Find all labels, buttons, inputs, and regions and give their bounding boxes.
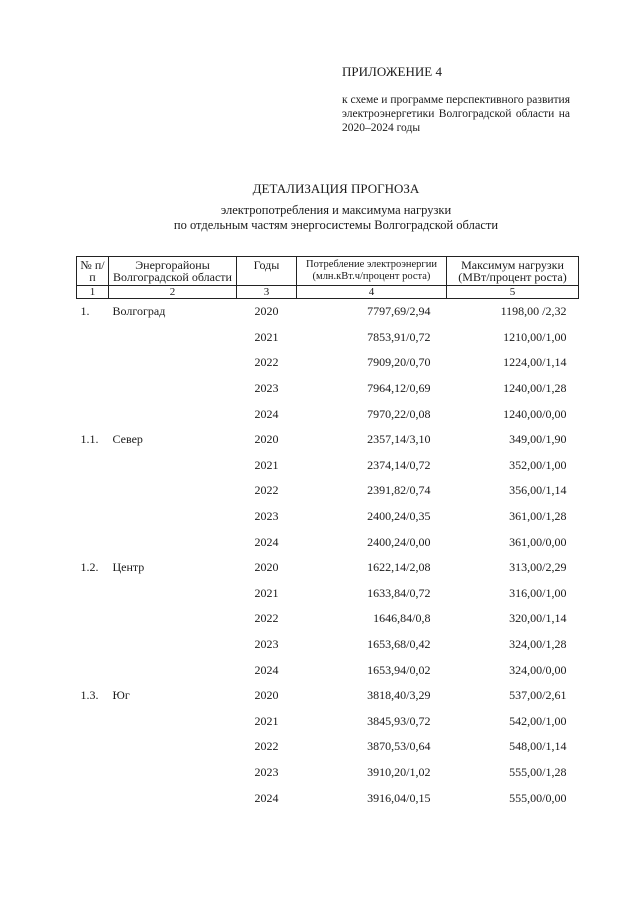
- consumption-cell: 2400,24/0,00: [367, 534, 431, 549]
- table-row: [77, 504, 579, 530]
- consumption-cell: 1646,84/0,8: [373, 611, 431, 626]
- max-load-cell: 1210,00/1,00: [503, 329, 567, 344]
- region-name: [109, 785, 237, 811]
- row-number: [77, 350, 109, 376]
- forecast-table: [76, 256, 579, 811]
- row-number: [77, 325, 109, 351]
- row-number: [77, 734, 109, 760]
- max-load-cell: 352,00/1,00: [509, 457, 567, 472]
- max-load-cell: 324,00/0,00: [509, 662, 567, 677]
- year-cell: 2021: [254, 713, 279, 728]
- max-load-cell: 555,00/0,00: [509, 790, 567, 805]
- row-number: [77, 709, 109, 735]
- table-row: [77, 555, 579, 581]
- region-name: [109, 478, 237, 504]
- consumption-cell: 3845,93/0,72: [367, 713, 431, 728]
- year-cell: 2023: [254, 509, 279, 524]
- appendix-note: к схеме и программе перспективного развития электроэнергетики Волгоградской области на 2020–2024 годы: [342, 94, 570, 134]
- header-max-load: Максимум нагрузки (МВт/процент роста): [447, 257, 579, 286]
- region-name: [109, 504, 237, 530]
- year-cell: 2020: [254, 304, 279, 319]
- table-row: [77, 632, 579, 658]
- table-body: [77, 299, 579, 811]
- year-cell: 2022: [254, 355, 279, 370]
- max-load-cell: 1240,00/1,28: [503, 381, 567, 396]
- row-number: [77, 632, 109, 658]
- row-number: [77, 504, 109, 530]
- row-number: [77, 529, 109, 555]
- table-row: [77, 683, 579, 709]
- region-name: [109, 734, 237, 760]
- region-name: [109, 581, 237, 607]
- year-cell: 2020: [254, 688, 279, 703]
- table-row: [77, 453, 579, 479]
- table-row: [77, 401, 579, 427]
- consumption-cell: 7970,22/0,08: [367, 406, 431, 421]
- row-number: [77, 581, 109, 607]
- year-cell: 2022: [254, 739, 279, 754]
- max-load-cell: 542,00/1,00: [509, 713, 567, 728]
- document-title: ДЕТАЛИЗАЦИЯ ПРОГНОЗА: [252, 181, 420, 196]
- column-number: 4: [297, 286, 447, 299]
- column-number: 3: [237, 286, 297, 299]
- document-subtitle: [0, 203, 640, 233]
- year-cell: 2024: [254, 406, 279, 421]
- row-number: [77, 453, 109, 479]
- column-number: 2: [109, 286, 237, 299]
- column-number: 5: [447, 286, 579, 299]
- row-number: [77, 657, 109, 683]
- table-row: [77, 760, 579, 786]
- region-name: [109, 453, 237, 479]
- year-cell: 2021: [254, 457, 279, 472]
- region-name: [109, 760, 237, 786]
- year-cell: 2023: [254, 381, 279, 396]
- appendix-title: ПРИЛОЖЕНИЕ 4: [342, 64, 442, 79]
- max-load-cell: 1224,00/1,14: [503, 355, 567, 370]
- max-load-cell: 548,00/1,14: [509, 739, 567, 754]
- table-row: [77, 606, 579, 632]
- row-number: [77, 785, 109, 811]
- region-name: [109, 350, 237, 376]
- row-number: [77, 376, 109, 402]
- region-name: [109, 376, 237, 402]
- max-load-cell: 324,00/1,28: [509, 637, 567, 652]
- consumption-cell: 2374,14/0,72: [367, 457, 431, 472]
- row-number: [77, 401, 109, 427]
- year-cell: 2024: [254, 790, 279, 805]
- consumption-cell: 7853,91/0,72: [367, 329, 431, 344]
- table-row: [77, 427, 579, 453]
- max-load-cell: 361,00/1,28: [509, 509, 567, 524]
- consumption-cell: 3818,40/3,29: [367, 688, 431, 703]
- year-cell: 2021: [254, 585, 279, 600]
- header-no: № п/п: [77, 257, 109, 286]
- consumption-cell: 2357,14/3,10: [367, 432, 431, 447]
- year-cell: 2020: [254, 432, 279, 447]
- year-cell: 2021: [254, 329, 279, 344]
- year-cell: 2023: [254, 637, 279, 652]
- region-name: Волгоград: [112, 304, 166, 319]
- table-row: [77, 709, 579, 735]
- row-number: [77, 760, 109, 786]
- max-load-cell: 1198,00 /2,32: [500, 304, 567, 319]
- max-load-cell: 1240,00/0,00: [503, 406, 567, 421]
- table-row: [77, 376, 579, 402]
- row-number: 1.: [80, 304, 90, 319]
- consumption-cell: 3870,53/0,64: [367, 739, 431, 754]
- row-number: 1.2.: [80, 560, 99, 575]
- column-number-row: [77, 286, 579, 299]
- region-name: Юг: [112, 688, 130, 703]
- year-cell: 2024: [254, 662, 279, 677]
- table-row: [77, 734, 579, 760]
- row-number: 1.1.: [80, 432, 99, 447]
- consumption-cell: 7964,12/0,69: [367, 381, 431, 396]
- region-name: Север: [112, 432, 143, 447]
- header-year: Годы: [237, 257, 297, 286]
- header-row: [77, 257, 579, 286]
- table-row: [77, 529, 579, 555]
- table-row: [77, 325, 579, 351]
- subtitle-line-2: по отдельным частям энергосистемы Волгоградской области: [173, 218, 499, 232]
- region-name: [109, 657, 237, 683]
- region-name: [109, 632, 237, 658]
- consumption-cell: 1653,68/0,42: [367, 637, 431, 652]
- year-cell: 2023: [254, 764, 279, 779]
- consumption-cell: 3916,04/0,15: [367, 790, 431, 805]
- max-load-cell: 361,00/0,00: [509, 534, 567, 549]
- table-row: [77, 299, 579, 325]
- region-name: [109, 709, 237, 735]
- max-load-cell: 349,00/1,90: [509, 432, 567, 447]
- region-name: Центр: [112, 560, 145, 575]
- region-name: [109, 606, 237, 632]
- region-name: [109, 401, 237, 427]
- year-cell: 2024: [254, 534, 279, 549]
- consumption-cell: 2400,24/0,35: [367, 509, 431, 524]
- table-row: [77, 657, 579, 683]
- consumption-cell: 3910,20/1,02: [367, 764, 431, 779]
- consumption-cell: 7797,69/2,94: [367, 304, 431, 319]
- table-row: [77, 350, 579, 376]
- row-number: 1.3.: [80, 688, 99, 703]
- consumption-cell: 1633,84/0,72: [367, 585, 431, 600]
- max-load-cell: 537,00/2,61: [509, 688, 567, 703]
- max-load-cell: 320,00/1,14: [509, 611, 567, 626]
- consumption-cell: 7909,20/0,70: [367, 355, 431, 370]
- year-cell: 2020: [254, 560, 279, 575]
- column-number: 1: [77, 286, 109, 299]
- max-load-cell: 316,00/1,00: [509, 585, 567, 600]
- header-region: Энергорайоны Волгоградской области: [109, 257, 237, 286]
- max-load-cell: 555,00/1,28: [509, 764, 567, 779]
- subtitle-line-1: электропотребления и максимума нагрузки: [220, 203, 452, 217]
- row-number: [77, 606, 109, 632]
- region-name: [109, 529, 237, 555]
- region-name: [109, 325, 237, 351]
- table-row: [77, 478, 579, 504]
- year-cell: 2022: [254, 611, 279, 626]
- table-row: [77, 785, 579, 811]
- max-load-cell: 313,00/2,29: [509, 560, 567, 575]
- consumption-cell: 1622,14/2,08: [367, 560, 431, 575]
- consumption-cell: 2391,82/0,74: [367, 483, 431, 498]
- consumption-cell: 1653,94/0,02: [367, 662, 431, 677]
- row-number: [77, 478, 109, 504]
- header-consumption: Потребление электроэнергии (млн.кВт.ч/процент роста): [297, 257, 447, 286]
- max-load-cell: 356,00/1,14: [509, 483, 567, 498]
- table-row: [77, 581, 579, 607]
- year-cell: 2022: [254, 483, 279, 498]
